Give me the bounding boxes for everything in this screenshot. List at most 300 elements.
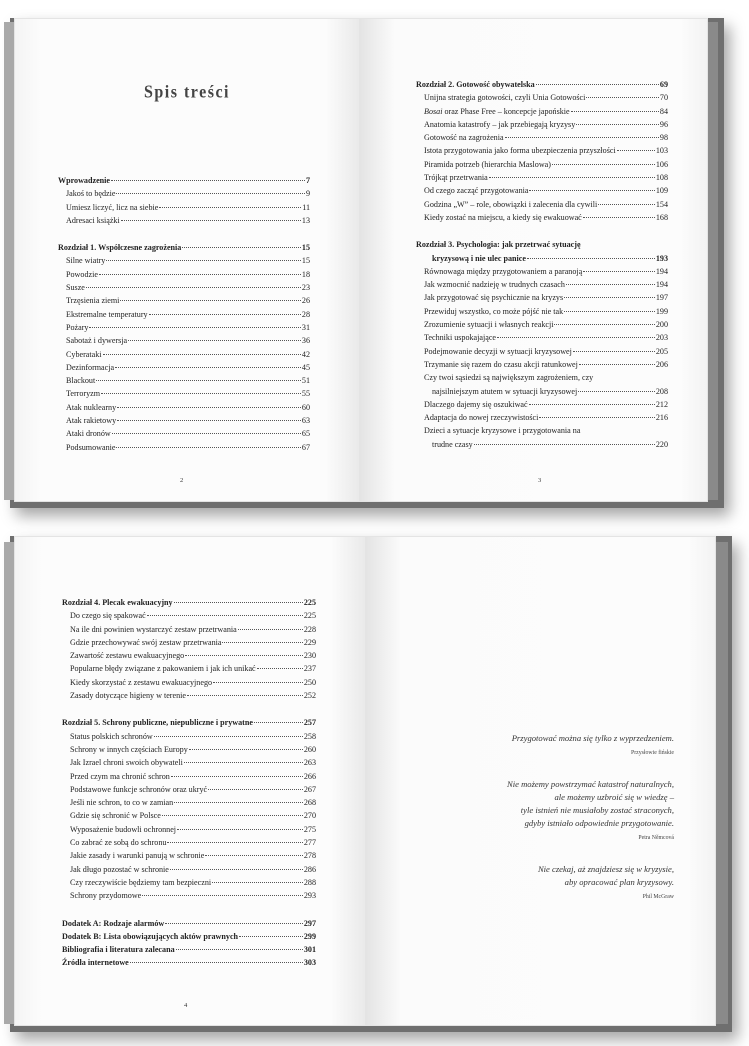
toc-entry-row — [62, 889, 316, 902]
toc-entry-row — [62, 662, 316, 675]
dot-leader — [576, 124, 659, 125]
toc-page-number: 293 — [303, 891, 316, 901]
toc-page-number: 229 — [303, 637, 316, 647]
quote-line: ale możemy uzbroić się w wiedzę – — [554, 792, 674, 802]
toc-page-number: 301 — [303, 945, 316, 955]
toc-entry-row — [62, 743, 316, 756]
toc-entry-row — [416, 291, 668, 304]
quote-line: aby opracować plan kryzysowy. — [564, 877, 674, 887]
toc-entry-label: Czy twoi sąsiedzi są największym zagrożeniem, czy — [424, 373, 594, 383]
toc-page-number: 65 — [301, 429, 310, 439]
dot-leader — [187, 695, 303, 696]
toc-entry-label: Przewiduj wszystko, co może pójść nie tak — [424, 306, 564, 316]
toc-entry-label: Jak długo pozostać w schronie — [70, 864, 169, 874]
toc-entry-row — [58, 187, 310, 200]
toc-entry-row — [62, 649, 316, 662]
dot-leader — [99, 274, 301, 275]
toc-entry-row — [62, 623, 316, 636]
toc-entry-label: Czy rzeczywiście będziemy tam bezpieczni — [70, 877, 212, 887]
toc-page-number: 225 — [303, 611, 316, 621]
toc-entry-label: Wyposażenie budowli ochronnej — [70, 824, 177, 834]
quote-block — [406, 732, 674, 760]
toc-entry-row — [416, 131, 668, 144]
toc-entry-label: Istota przygotowania jako forma ubezpieczenia przyszłości — [424, 146, 616, 156]
toc-entry-label: Umiesz liczyć, licz na siebie — [66, 202, 159, 212]
toc-entry-row — [416, 358, 668, 371]
toc-entry-label: Jakoś to będzie — [66, 189, 116, 199]
toc-page-number: 230 — [303, 651, 316, 661]
toc-entry-row — [62, 770, 316, 783]
dot-leader — [165, 923, 303, 924]
toc-page-number: 252 — [303, 691, 316, 701]
toc-entry-row — [58, 254, 310, 267]
epigraph-quotes — [406, 732, 674, 922]
page-number: 3 — [538, 477, 542, 484]
toc-entry-label: Powodzie — [66, 269, 98, 279]
dot-leader — [552, 164, 655, 165]
toc-entry-row — [58, 201, 310, 214]
toc-entry-label: Bibliografia i literatura zalecana — [62, 945, 175, 955]
toc-page-number: 168 — [655, 212, 668, 222]
dot-leader — [182, 247, 301, 248]
toc-chapter-row — [62, 943, 316, 956]
toc-page-number: 15 — [301, 243, 310, 253]
toc-entry-row — [58, 387, 310, 400]
toc-entry-label: Podstawowe funkcje schronów oraz ukryć — [70, 784, 208, 794]
toc-entry-row — [58, 321, 310, 334]
dot-leader — [536, 84, 659, 85]
toc-entry-label: Dodatek B: Lista obowiązujących aktów prawnych — [62, 931, 239, 941]
toc-entry-row — [416, 91, 668, 104]
dot-leader — [117, 420, 301, 421]
toc-entry-label: Susze — [66, 283, 85, 293]
toc-entry-row — [62, 783, 316, 796]
toc-entry-label: Trzęsienia ziemi — [66, 296, 120, 306]
page-number: 2 — [180, 477, 184, 484]
toc-page-number: 96 — [659, 119, 668, 129]
toc-entry-row — [62, 823, 316, 836]
toc-entry-label: Zrozumienie sytuacji i własnych reakcji — [424, 320, 554, 330]
toc-entry-row — [416, 398, 668, 411]
dot-leader — [566, 284, 655, 285]
toc-entry-row — [62, 809, 316, 822]
toc-page-number: 270 — [303, 811, 316, 821]
toc-entry-row — [58, 294, 310, 307]
toc-page-number: 288 — [303, 877, 316, 887]
quote-line: tyle istnień nie musiałoby zostać straconych, — [520, 805, 674, 815]
dot-leader — [86, 287, 301, 288]
toc-entry-label: kryzysową i nie ulec panice — [432, 253, 526, 263]
toc-page-number: 203 — [655, 333, 668, 343]
toc-chapter-row — [58, 241, 310, 254]
dot-leader — [103, 354, 301, 355]
page-4 — [14, 536, 366, 1026]
dot-leader — [564, 297, 655, 298]
toc-page-number: 28 — [301, 309, 310, 319]
toc-entry-row — [416, 184, 668, 197]
toc-page-number: 268 — [303, 798, 316, 808]
toc-entry-row — [416, 118, 668, 131]
toc-page-number: 228 — [303, 624, 316, 634]
toc-chapter-row — [62, 596, 316, 609]
toc-page-number: 194 — [655, 280, 668, 290]
page-edges-left — [4, 22, 14, 500]
toc-entry-row — [62, 836, 316, 849]
dot-leader — [489, 177, 655, 178]
toc-page-number: 297 — [303, 918, 316, 928]
toc-entry-label: Techniki uspokajające — [424, 333, 497, 343]
toc-page-number: 15 — [301, 256, 310, 266]
toc-entry-row — [416, 144, 668, 157]
toc-entry-row — [58, 361, 310, 374]
dot-leader — [115, 367, 301, 368]
page-number: 4 — [184, 1002, 188, 1009]
toc-page-number: 303 — [303, 958, 316, 968]
toc-entry-label: Jakie zasady i warunki panują w schronie — [70, 851, 205, 861]
toc-page-number: 208 — [655, 386, 668, 396]
toc-entry-label: Rozdział 1. Współczesne zagrożenia — [58, 243, 182, 253]
toc-entry-row — [58, 414, 310, 427]
toc-page-number: 67 — [301, 442, 310, 452]
toc-title: Spis treści — [144, 82, 230, 103]
toc-entry-row — [58, 348, 310, 361]
dot-leader — [149, 314, 301, 315]
toc-entry-row — [62, 863, 316, 876]
toc-entry-row — [62, 876, 316, 889]
dot-leader — [121, 220, 301, 221]
toc-page-number: 23 — [301, 283, 310, 293]
toc-page-number: 55 — [301, 389, 310, 399]
dot-leader — [177, 829, 303, 830]
dot-leader — [116, 447, 300, 448]
toc-page-number: 200 — [655, 320, 668, 330]
toc-entry-label: Dezinformacja — [66, 362, 115, 372]
dot-leader — [238, 629, 303, 630]
toc-entry-label: Unijna strategia gotowości, czyli Unia Gotowości — [424, 93, 586, 103]
toc-page-number: 258 — [303, 731, 316, 741]
toc-entry-label: Rozdział 4. Plecak ewakuacyjny — [62, 598, 173, 607]
dot-leader — [617, 150, 655, 151]
toc-entry-row — [58, 401, 310, 414]
toc-page-number: 84 — [659, 106, 668, 116]
toc-page-number: 267 — [303, 784, 316, 794]
dot-leader — [208, 789, 303, 790]
quote-block — [406, 863, 674, 904]
toc-page-number: 277 — [303, 838, 316, 848]
dot-leader — [184, 762, 303, 763]
toc-entry-label: Dlaczego dajemy się oszukiwać — [424, 399, 528, 409]
toc-entry-row — [416, 211, 668, 224]
toc-entry-label: Terroryzm — [66, 389, 101, 399]
toc-entry-label: Źródła internetowe — [62, 958, 129, 968]
toc-entry-row — [58, 308, 310, 321]
toc-entry-label: Atak rakietowy — [66, 416, 117, 426]
toc-entry-label: Piramida potrzeb (hierarchia Maslowa) — [424, 159, 551, 169]
page-edges-left — [4, 542, 14, 1024]
toc-page-number: 36 — [301, 336, 310, 346]
toc-entry-label: Cyberataki — [66, 349, 102, 359]
toc-entry-label: Rozdział 3. Psychologia: jak przetrwać sytuację — [416, 240, 581, 250]
quote-line: Przygotować można się tylko z wyprzedzeniem. — [511, 733, 674, 743]
toc-entry-row — [416, 318, 668, 331]
toc-page-number: 108 — [655, 173, 668, 183]
dot-leader — [257, 668, 303, 669]
toc-entry-row — [416, 198, 668, 211]
dot-leader — [130, 962, 303, 963]
toc-entry-label: Gdzie przechowywać swój zestaw przetrwania — [70, 637, 222, 647]
toc-page-number: 266 — [303, 771, 316, 781]
toc-entry-label: Atak nuklearny — [66, 402, 117, 412]
dot-leader — [167, 842, 302, 843]
dot-leader — [529, 404, 655, 405]
toc-entry-label: Podejmowanie decyzji w sytuacji kryzysowej — [424, 346, 572, 356]
dot-leader — [101, 393, 301, 394]
toc-entry-label: Co zabrać ze sobą do schronu — [70, 838, 167, 848]
dot-leader — [174, 802, 303, 803]
dot-leader — [162, 815, 303, 816]
dot-leader — [239, 936, 303, 937]
toc-entry-label: Dodatek A: Rodzaje alarmów — [62, 918, 165, 928]
dot-leader — [112, 433, 301, 434]
toc-page-number: 237 — [303, 664, 316, 674]
toc-page-number: 9 — [305, 189, 310, 199]
toc-page-number: 216 — [655, 413, 668, 423]
dot-leader — [142, 895, 303, 896]
toc-page-number: 205 — [655, 346, 668, 356]
dot-leader — [564, 311, 655, 312]
toc-page-number: 70 — [659, 93, 668, 103]
dot-leader — [212, 882, 303, 883]
toc-entry-label: Rozdział 5. Schrony publiczne, niepubliczne i prywatne — [62, 718, 253, 728]
dot-leader — [96, 380, 301, 381]
toc-page-number: 18 — [301, 269, 310, 279]
dot-leader — [185, 655, 303, 656]
toc-page-number: 260 — [303, 744, 316, 754]
dot-leader — [586, 97, 659, 98]
dot-leader — [205, 855, 302, 856]
toc-entry-label: Do czego się spakować — [70, 611, 146, 621]
dot-leader — [174, 602, 303, 603]
dot-leader — [176, 949, 303, 950]
toc-page-number: 286 — [303, 864, 316, 874]
dot-leader — [583, 217, 655, 218]
toc-chapter-row — [416, 238, 668, 251]
toc-page-number: 106 — [655, 159, 668, 169]
toc-page-number: 63 — [301, 416, 310, 426]
toc-entry-row — [58, 268, 310, 281]
toc-entry-label: Bosai oraz Phase Free – koncepcje japońskie — [424, 106, 570, 116]
toc-page-number: 31 — [301, 322, 310, 332]
toc-entry-label: Gotowość na zagrożenia — [424, 133, 504, 143]
dot-leader — [583, 271, 655, 272]
toc-entry-row — [416, 265, 668, 278]
dot-leader — [497, 337, 655, 338]
toc-entry-continuation — [416, 438, 668, 451]
toc-entry-label: Jak Izrael chroni swoich obywateli — [70, 758, 183, 768]
toc-entry-label: Status polskich schronów — [70, 731, 153, 741]
toc-entry-label: Sabotaż i dywersja — [66, 336, 128, 346]
toc-entry-label: Jak przygotować się psychicznie na kryzys — [424, 293, 564, 303]
toc-entry-row — [416, 158, 668, 171]
toc-entry-label: trudne czasy — [432, 439, 473, 449]
toc-entry-label: Anatomia katastrofy – jak przebiegają kryzysy — [424, 119, 576, 129]
quote-line: Nie możemy powstrzymać katastrof naturalnych, — [506, 779, 674, 789]
toc-entry-label: Równowaga między przygotowaniem a paranoją — [424, 266, 583, 276]
toc-page-number: 197 — [655, 293, 668, 303]
dot-leader — [189, 749, 303, 750]
toc-entry-label: Podsumowanie — [66, 442, 116, 452]
toc-page-number: 13 — [301, 215, 310, 225]
toc-chapter-row — [62, 930, 316, 943]
dot-leader — [117, 407, 301, 408]
dot-leader — [578, 391, 655, 392]
toc-entry-label: Popularne błędy związane z pakowaniem i jak ich unikać — [70, 664, 256, 674]
dot-leader — [554, 324, 654, 325]
toc-page-number: 263 — [303, 758, 316, 768]
toc-page-number: 11 — [302, 202, 310, 212]
toc-entry-row — [58, 334, 310, 347]
toc-page-number: 257 — [303, 718, 316, 728]
toc-page-number: 220 — [655, 439, 668, 449]
toc-page-number: 60 — [301, 402, 310, 412]
dot-leader — [89, 327, 300, 328]
toc-entry-row — [416, 171, 668, 184]
dot-leader — [120, 300, 300, 301]
toc-chapter-row — [62, 917, 316, 930]
dot-leader — [111, 180, 305, 181]
toc-entry-label: Blackout — [66, 376, 96, 386]
toc-entry-label: Kiedy zostać na miejscu, a kiedy się ewakuować — [424, 212, 582, 222]
toc-entry-label: Zawartość zestawu ewakuacyjnego — [70, 651, 185, 661]
quote-block — [406, 778, 674, 845]
page-2 — [14, 18, 360, 502]
dot-leader — [159, 207, 301, 208]
toc-page-number: 275 — [303, 824, 316, 834]
toc-chapter-row — [416, 78, 668, 91]
toc-entry-label: Adaptacja do nowej rzeczywistości — [424, 413, 539, 423]
toc-entry-label: Adresaci książki — [66, 215, 120, 225]
toc-entry-row — [62, 730, 316, 743]
toc-entry-row — [416, 371, 668, 384]
dot-leader — [116, 193, 305, 194]
toc-entry-label: Kiedy skorzystać z zestawu ewakuacyjnego — [70, 677, 213, 687]
toc-entry-label: Ekstremalne temperatury — [66, 309, 148, 319]
toc-entry-row — [62, 689, 316, 702]
toc-page-number: 69 — [659, 80, 668, 89]
toc-entry-label: Wprowadzenie — [58, 176, 111, 185]
toc-page-number: 194 — [655, 266, 668, 276]
toc-entry-row — [58, 214, 310, 227]
dot-leader — [474, 444, 655, 445]
toc-page-number: 98 — [659, 133, 668, 143]
dot-leader — [529, 190, 654, 191]
toc-page-number: 225 — [303, 598, 316, 607]
toc-entry-label: Zasady dotyczące higieny w terenie — [70, 691, 186, 701]
toc-entry-label: Na ile dni powinien wystarczyć zestaw przetrwania — [70, 624, 237, 634]
dot-leader — [527, 258, 655, 259]
toc-entry-row — [62, 849, 316, 862]
toc-page-number: 7 — [305, 176, 310, 185]
toc-page-number: 206 — [655, 359, 668, 369]
dot-leader — [579, 364, 655, 365]
toc-entry-row — [416, 424, 668, 437]
toc-entry-row — [416, 345, 668, 358]
toc-page-number: 51 — [301, 376, 310, 386]
toc-entry-row — [416, 278, 668, 291]
quote-author: Przysłowie fińskie — [631, 750, 674, 756]
quote-line: Nie czekaj, aż znajdziesz się w kryzysie, — [537, 864, 674, 874]
toc-entry-label: Przed czym ma chronić schron — [70, 771, 170, 781]
toc-list-page-2 — [58, 174, 310, 454]
toc-page-number: 45 — [301, 362, 310, 372]
dot-leader — [213, 682, 303, 683]
toc-entry-row — [62, 756, 316, 769]
toc-entry-row — [62, 676, 316, 689]
toc-page-number: 278 — [303, 851, 316, 861]
toc-entry-label: Schrony w innych częściach Europy — [70, 744, 188, 754]
quote-line: gdyby istniało odpowiednie przygotowanie. — [524, 818, 674, 828]
toc-page-number: 42 — [301, 349, 310, 359]
toc-entry-row — [416, 411, 668, 424]
toc-entry-row — [416, 305, 668, 318]
page-edges-right — [714, 542, 728, 1024]
toc-entry-label: Dzieci a sytuacje kryzysowe i przygotowania na — [424, 426, 581, 436]
toc-entry-label: Od czego zacząć przygotowania — [424, 186, 529, 196]
toc-entry-row — [58, 427, 310, 440]
page-5 — [366, 536, 716, 1026]
toc-entry-row — [58, 281, 310, 294]
dot-leader — [154, 736, 303, 737]
toc-page-number: 154 — [655, 199, 668, 209]
toc-page-number: 199 — [655, 306, 668, 316]
toc-page-number: 193 — [655, 253, 668, 263]
toc-entry-row — [58, 374, 310, 387]
top-book-spread — [0, 0, 749, 520]
dot-leader — [170, 869, 303, 870]
toc-entry-continuation — [416, 252, 668, 265]
toc-entry-row — [416, 105, 668, 118]
bottom-book-spread — [0, 522, 749, 1046]
dot-leader — [571, 111, 659, 112]
toc-chapter-row — [62, 716, 316, 729]
toc-entry-row — [62, 609, 316, 622]
dot-leader — [106, 260, 301, 261]
toc-chapter-row — [58, 174, 310, 187]
dot-leader — [539, 417, 654, 418]
dot-leader — [147, 615, 303, 616]
toc-page-number: 109 — [655, 186, 668, 196]
toc-entry-label: Trójkąt przetrwania — [424, 173, 488, 183]
dot-leader — [573, 351, 655, 352]
toc-entry-row — [416, 331, 668, 344]
toc-chapter-row — [62, 956, 316, 969]
toc-entry-label: najsilniejszym atutem w sytuacji kryzysowej — [432, 386, 578, 396]
toc-list-page-4 — [62, 596, 316, 970]
toc-entry-label: Godzina „W” – role, obowiązki i zalecenia dla cywili — [424, 199, 598, 209]
dot-leader — [505, 137, 659, 138]
dot-leader — [171, 776, 303, 777]
toc-page-number: 212 — [655, 399, 668, 409]
toc-entry-label: Gdzie się schronić w Polsce — [70, 811, 161, 821]
toc-entry-label: Trzymanie się razem do czasu akcji ratunkowej — [424, 359, 578, 369]
toc-page-number: 299 — [303, 931, 316, 941]
toc-entry-label: Pożary — [66, 322, 89, 332]
toc-entry-label: Ataki dronów — [66, 429, 111, 439]
toc-entry-row — [62, 796, 316, 809]
quote-author: Phil McGraw — [642, 894, 674, 900]
dot-leader — [254, 722, 303, 723]
dot-leader — [598, 204, 655, 205]
